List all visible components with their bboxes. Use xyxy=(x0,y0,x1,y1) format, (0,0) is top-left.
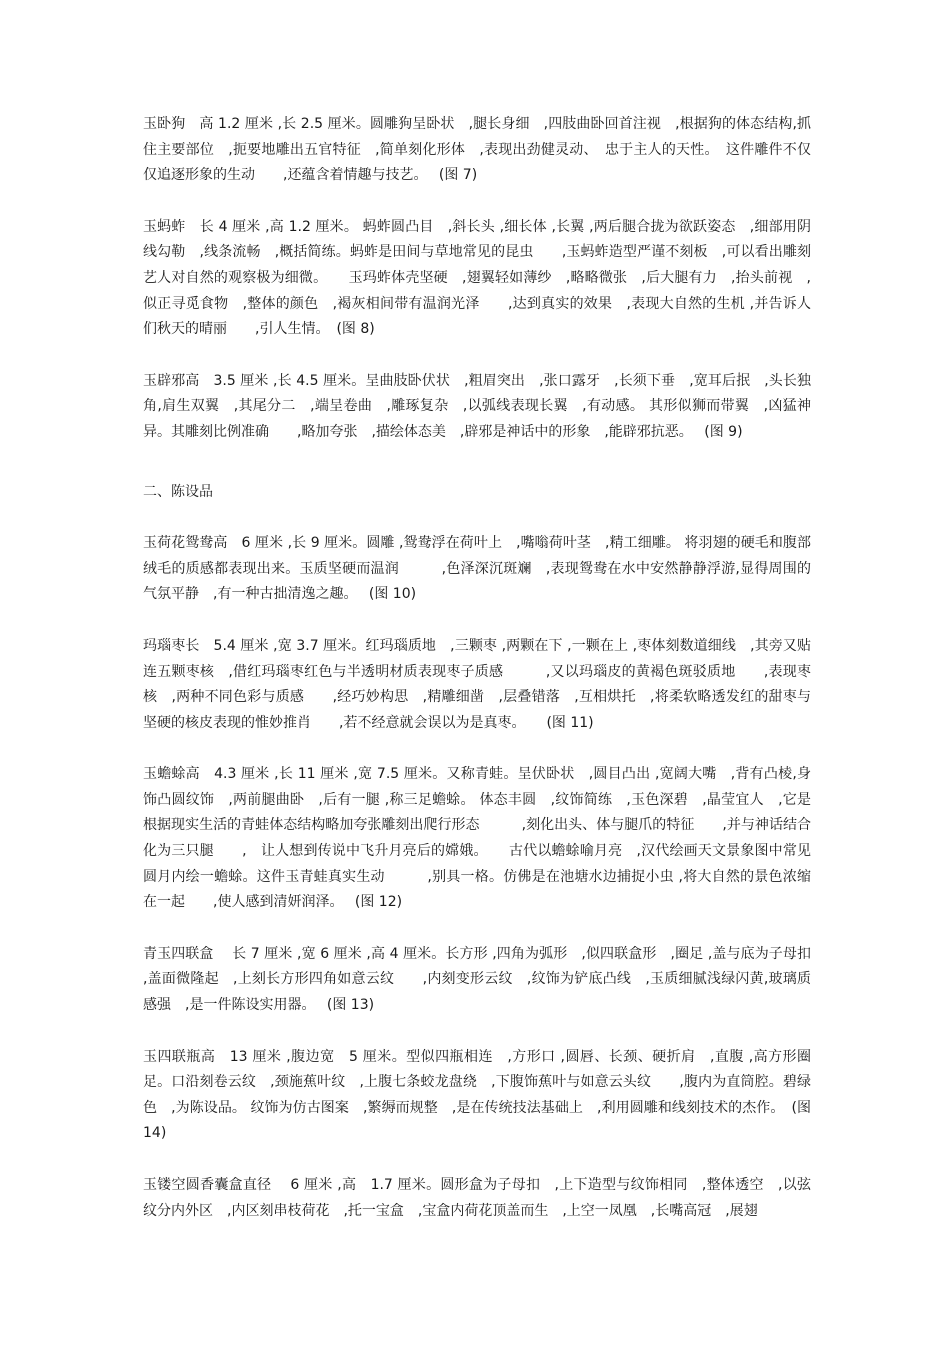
paragraph-jade-grasshopper: 玉蚂蚱 长 4 厘米 ,高 1.2 厘米。 蚂蚱圆凸目 ,斜长头 ,细长体 ,长翼 ,两后腿合拢为欲跃姿态 ,细部用阴线勾勒 ,线条流畅 ,概括简练。蚂蚱是田间与草地常见的昆虫 ,玉蚂蚱造型严谨不刻板 ,可以看出雕刻艺人对自然的观察极为细微。 玉玛蚱体壳坚硬 ,翅翼轻如薄纱 ,略略微张 ,后大腿有力 ,抬头前视 ,似正寻觅食物 ,整体的颜色 ,褐灰相间带有温润光泽 ,达到真实的效果 ,表现大自然的生机 ,并告诉人们秋天的晴丽 ,引人生情。 (图 8) xyxy=(143,218,811,338)
paragraph-jade-toad: 玉蟾蜍高 4.3 厘米 ,长 11 厘米 ,宽 7.5 厘米。又称青蛙。呈伏卧状 ,圆目凸出 ,宽阔大嘴 ,背有凸棱,身饰凸圆纹饰 ,两前腿曲卧 ,后有一腿 ,称三足蟾蜍。 体态丰圆 ,纹饰简练 ,玉色深碧 ,晶莹宜人 ,它是根据现实生活的青蛙体态结构略加夸张雕刻出爬行形态 ,刻化出头、体与腿爪的特征 ,并与神话结合化为三只腿 , 让人想到传说中飞升月亮后的嫦娥。 古代以蟾蜍喻月亮 ,汉代绘画天文景象图中常见圆月内绘一蟾蜍。这件玉青蛙真实生动 ,别具一格。仿佛是在池塘水边捕捉小虫 ,将大自然的景色浓缩在一起 ,使人感到清妍润泽。 (图 12) xyxy=(143,766,811,911)
paragraph-jade-quad-vase: 玉四联瓶高 13 厘米 ,腹边宽 5 厘米。型似四瓶相连 ,方形口 ,圆唇、长颈、硬折肩 ,直腹 ,高方形圈足。口沿刻卷云纹 ,颈施蕉叶纹 ,上腹七条蛟龙盘绕 ,下腹饰蕉叶与如意云头纹 ,腹内为直筒腔。碧绿色 ,为陈设品。 纹饰为仿古图案 ,繁缛而规整 ,是在传统技法基础上 ,利用圆雕和线刻技术的杰作。 (图 14) xyxy=(143,1048,811,1142)
paragraph-jade-bixie: 玉辟邪高 3.5 厘米 ,长 4.5 厘米。呈曲肢卧伏状 ,粗眉突出 ,张口露牙 ,长须下垂 ,宽耳后抿 ,头长独角,肩生双翼 ,其尾分二 ,端呈卷曲 ,雕琢复杂 ,以弧线表现长翼 ,有动感。 其形似狮而带翼 ,凶猛神异。其雕刻比例准确 ,略加夸张 ,描绘体态美 ,辟邪是神话中的形象 ,能辟邪抗恶。 (图 9) xyxy=(143,372,811,440)
paragraph-green-jade-quad-box: 青玉四联盒 长 7 厘米 ,宽 6 厘米 ,高 4 厘米。长方形 ,四角为弧形 ,似四联盒形 ,圈足 ,盖与底为子母扣 ,盖面微隆起 ,上刻长方形四角如意云纹 ,内刻变形云纹 ,纹饰为铲底凸线 ,玉质细腻浅绿闪黄,玻璃质感强 ,是一件陈设实用器。 (图 13) xyxy=(143,945,811,1014)
paragraph-agate-dates: 玛瑙枣长 5.4 厘米 ,宽 3.7 厘米。红玛瑙质地 ,三颗枣 ,两颗在下 ,一颗在上 ,枣体刻数道细线 ,其旁又贴连五颗枣核 ,借红玛瑙枣红色与半透明材质表现枣子质感 ,又以玛瑙皮的黄褐色斑驳质地 ,表现枣核 ,两种不同色彩与质感 ,经巧妙构思 ,精雕细凿 ,层叠错落 ,互相烘托 ,将柔软略透发红的甜枣与坚硬的核皮表现的惟妙推肖 ,若不经意就会误以为是真枣。 (图 11) xyxy=(143,637,811,731)
section-heading: 二、陈设品 xyxy=(143,483,213,500)
paragraph-jade-dog: 玉卧狗 高 1.2 厘米 ,长 2.5 厘米。圆雕狗呈卧状 ,腿长身细 ,四肢曲卧回首注视 ,根据狗的体态结构,抓住主要部位 ,扼要地雕出五官特征 ,简单刻化形体 ,表现出劲健灵动、 忠于主人的天性。 这件雕件不仅仅追逐形象的生动 ,还蕴含着情趣与技艺。 (图 7) xyxy=(143,116,811,184)
paragraph-jade-lotus-mandarin-duck: 玉荷花鸳鸯高 6 厘米 ,长 9 厘米。圆雕 ,鸳鸯浮在荷叶上 ,嘴嗡荷叶茎 ,精工细雕。 将羽翅的硬毛和腹部绒毛的质感都表现出来。玉质坚硬而温润 ,色泽深沉斑斓 ,表现鸳鸯在水中安然静静浮游,显得周围的气氛平静 ,有一种古拙清逸之趣。 (图 10) xyxy=(143,535,811,603)
paragraph-jade-openwork-sachet-box: 玉镂空圆香囊盒直径 6 厘米 ,高 1.7 厘米。圆形盒为子母扣 ,上下造型与纹饰相同 ,整体透空 ,以弦纹分内外区 ,内区刻串枝荷花 ,托一宝盒 ,宝盒内荷花顶盖而生 ,上空一凤凰 ,长嘴高冠 ,展翅 xyxy=(143,1177,811,1219)
document-page xyxy=(143,112,811,1250)
